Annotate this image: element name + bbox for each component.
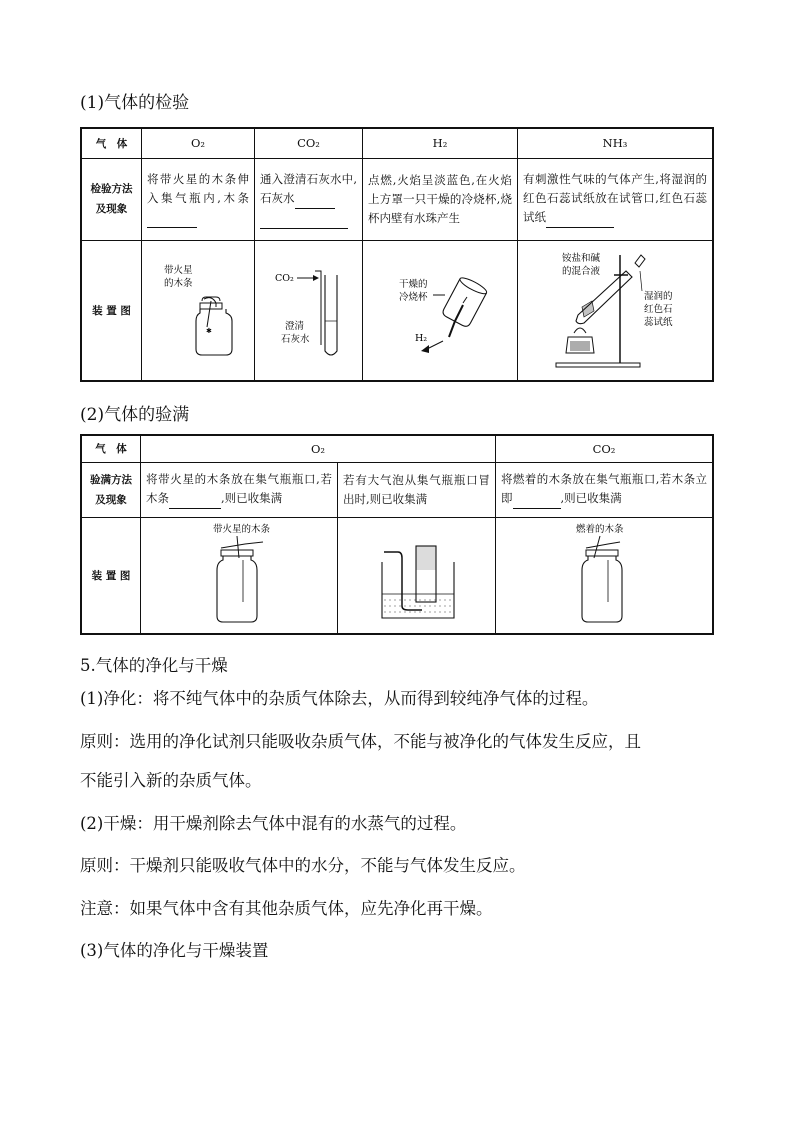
fig-label: 冷烧杯 (399, 291, 428, 303)
o2-method-text: 将带火星的木条伸入集气瓶内,木条 (147, 172, 249, 205)
co2-full-device-cell (496, 517, 714, 634)
fig-label: 燃着的木条 (576, 523, 624, 535)
o2-method-cell-1 (141, 462, 338, 517)
o2-full-device-cell-1 (141, 517, 338, 634)
h2-device-cell (363, 240, 518, 381)
note: 注意：如果气体中含有其他杂质气体，应先净化再干燥。 (80, 899, 493, 918)
answer-blank (295, 189, 335, 209)
fig-label: 干燥的 (399, 278, 428, 290)
co2-test-figure (255, 241, 362, 377)
co2-method-text: 通入澄清石灰水中,石灰水 (260, 171, 357, 205)
svg-text:✱: ✱ (206, 326, 212, 335)
o2-method-text: ,则已收集满 (221, 491, 283, 505)
header-co2: CO₂ (496, 435, 714, 462)
fig-label: 的木条 (164, 277, 193, 289)
nh3-method-text: 有刺激性气味的气体产生,将湿润的红色石蕊试纸放在试管口,红色石蕊试纸 (523, 172, 707, 224)
header-co2: CO₂ (255, 128, 363, 158)
dry-principle: 原则：干燥剂只能吸收气体中的水分，不能与气体发生反应。 (80, 856, 526, 875)
answer-blank (147, 208, 197, 228)
header-gas-label: 气 体 (81, 128, 142, 158)
h2-test-figure (363, 241, 517, 377)
table-row-method (81, 158, 713, 240)
header-o2: O₂ (142, 128, 255, 158)
table-row-device (81, 517, 713, 634)
device-subtitle: (3)气体的净化与干燥装置 (80, 941, 269, 960)
co2-full-figure (496, 518, 712, 630)
purify-principle-line-2: 不能引入新的杂质气体。 (80, 771, 262, 790)
section-title-gas-full: (2)气体的验满 (80, 405, 190, 425)
o2-method-cell (142, 158, 255, 240)
fig-label: 带火星 (164, 264, 193, 276)
o2-method-cell-2: 若有大气泡从集气瓶瓶口冒出时,则已收集满 (338, 462, 496, 517)
table-row-device (81, 240, 713, 381)
row-label-device: 装 置 图 (81, 517, 141, 634)
fig-label: 的混合液 (562, 265, 601, 277)
co2-method-text: 将燃着的木条放在集气瓶瓶口,若木条立即 (501, 472, 707, 505)
fig-label: 红色石 (644, 303, 673, 315)
purify-principle-line-1: 原则：选用的净化试剂只能吸收杂质气体，不能与被净化的气体发生反应，且 (80, 732, 641, 751)
dry-definition: (2)干燥：用干燥剂除去气体中混有的水蒸气的过程。 (80, 814, 467, 833)
header-o2: O₂ (141, 435, 496, 462)
header-nh3: NH₃ (518, 128, 714, 158)
header-gas-label: 气 体 (81, 435, 141, 462)
table-header-row (81, 128, 713, 158)
header-h2: H₂ (363, 128, 518, 158)
co2-method-cell (255, 158, 363, 240)
o2-test-figure (142, 241, 254, 377)
fig-label: 石灰水 (281, 333, 310, 345)
row-label-device: 装 置 图 (81, 240, 142, 381)
fig-label: 铵盐和碱 (562, 252, 601, 264)
answer-blank (260, 209, 348, 229)
table-row-method (81, 462, 713, 517)
answer-blank (546, 208, 614, 228)
nh3-device-cell (518, 240, 714, 381)
fig-label: 澄清 (285, 320, 305, 332)
row-label-method: 检验方法 及现象 (81, 158, 142, 240)
fig-label: 蕊试纸 (644, 316, 673, 328)
o2-full-figure-1 (141, 518, 337, 630)
fig-label: H₂ (415, 332, 428, 344)
co2-method-cell (496, 462, 714, 517)
section-title-gas-test: (1)气体的检验 (80, 93, 190, 113)
answer-blank (513, 489, 561, 509)
answer-blank (169, 489, 221, 509)
o2-device-cell (142, 240, 255, 381)
row-label-method: 验满方法 及现象 (81, 462, 141, 517)
gas-test-table (80, 127, 714, 382)
co2-method-text: ,则已收集满 (560, 491, 622, 505)
fig-label: 带火星的木条 (213, 523, 271, 535)
o2-method-text: 将带火星的木条放在集气瓶瓶口,若木条 (146, 472, 332, 505)
co2-device-cell (255, 240, 363, 381)
nh3-method-cell (518, 158, 714, 240)
table-header-row (81, 435, 713, 462)
nh3-test-figure (518, 241, 712, 377)
section-5-title: 5.气体的净化与干燥 (80, 656, 228, 675)
purify-definition: (1)净化：将不纯气体中的杂质气体除去，从而得到较纯净气体的过程。 (80, 689, 599, 708)
fig-label: 湿润的 (644, 290, 673, 302)
o2-full-figure-2 (338, 518, 495, 630)
fig-label: CO₂ (275, 272, 294, 284)
o2-full-device-cell-2 (338, 517, 496, 634)
h2-method-cell: 点燃,火焰呈淡蓝色,在火焰上方罩一只干燥的冷烧杯,烧杯内壁有水珠产生 (363, 158, 518, 240)
gas-full-table (80, 434, 714, 635)
